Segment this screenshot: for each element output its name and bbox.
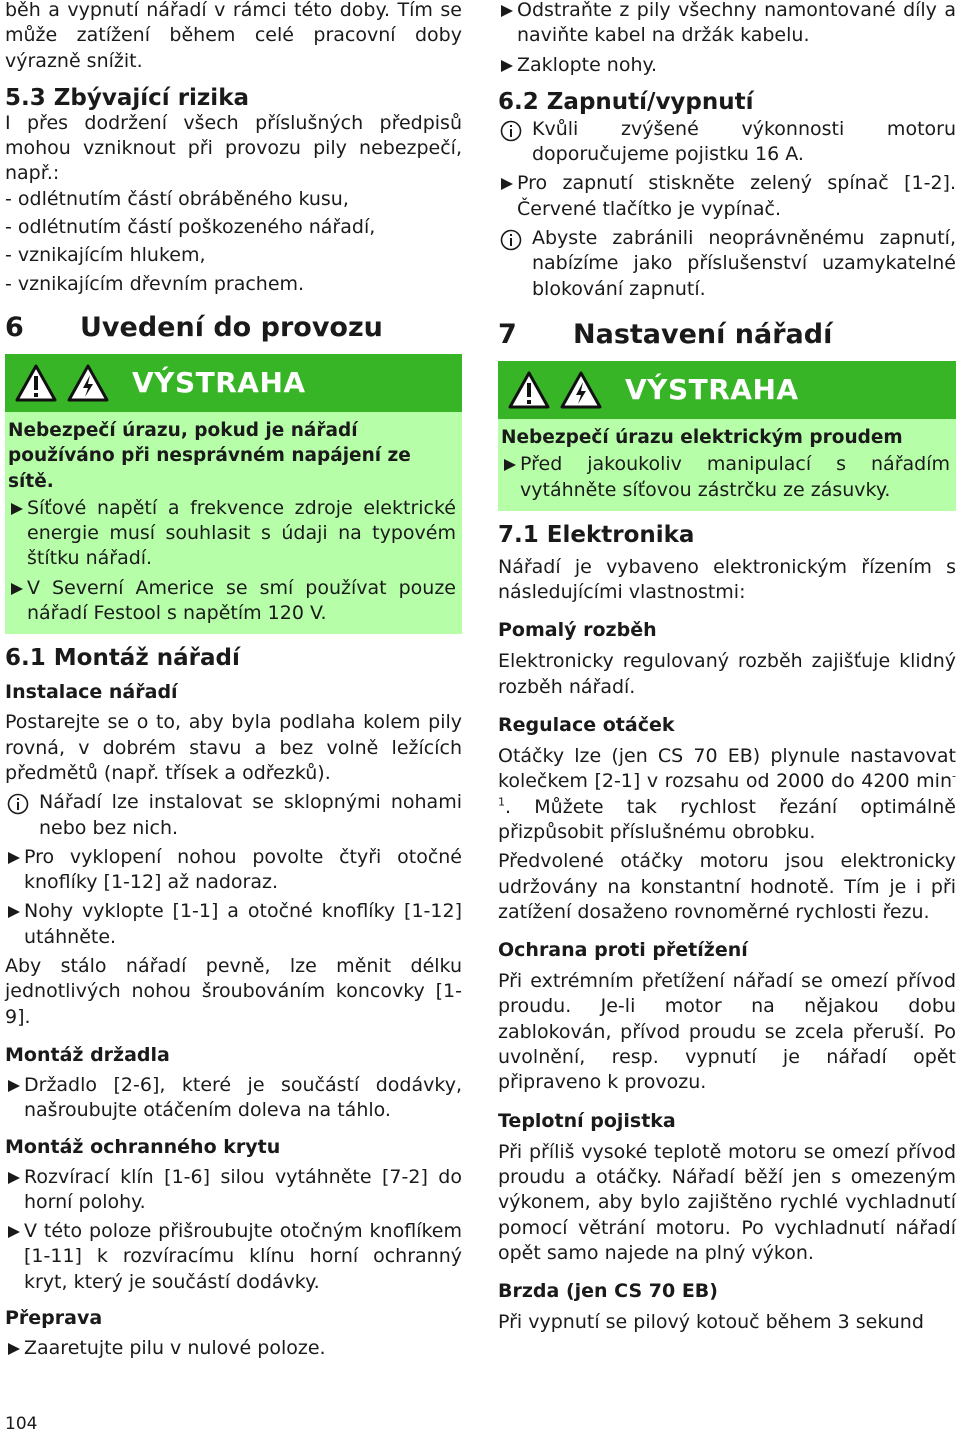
warning-body (498, 419, 956, 511)
bullet-arrow-icon (498, 53, 517, 78)
installation-paragraph-2: Aby stálo nářadí pevně, lze měnit délku jednotlivých nohou šroubováním koncovky [1-9]. (5, 955, 462, 1028)
list-item: Držadlo [2-6], které je součástí dodávky, našroubujte otáčením doleva na táhlo. (5, 1073, 462, 1124)
list-item: V Severní Americe se smí používat pouze nářadí Festool s napětím 120 V. (8, 576, 456, 627)
list-item: Nohy vyklopte [1-1] a otočné knoflíky [1-12] utáhněte. (5, 899, 462, 950)
section-7-number: 7 (498, 318, 517, 350)
speed-control-heading: Regulace otáček (498, 714, 675, 737)
speed-control-paragraph-2: Předvolené otáčky motoru jsou elektronicky udržovány na konstantní hodnotě. Tím je i při zatížení dosaženo rovnoměrné rychlosti řezu. (498, 850, 956, 923)
transport-heading: Přeprava (5, 1306, 103, 1329)
risk-item: - odlétnutím částí obráběného kusu, (5, 187, 349, 210)
info-note: Abyste zabránili neoprávněnému zapnutí, nabízíme jako příslušenství uzamykatelné blokování zapnutí. (498, 226, 956, 302)
list-item: V této poloze přišroubujte otočným knoflíkem [1-11] k rozvíracímu klínu horní ochranný kryt, který je součástí dodávky. (5, 1219, 462, 1295)
soft-start-paragraph: Elektronicky regulovaný rozběh zajišťuje klidný rozběh nářadí. (498, 650, 956, 698)
info-note: Nářadí lze instalovat se sklopnými nohami nebo bez nich. (5, 790, 462, 841)
section-6-heading (5, 311, 462, 345)
warning-box (498, 361, 956, 511)
electric-hazard-icon (66, 363, 110, 403)
speed-control-paragraph: Otáčky lze (jen CS 70 EB) plynule nastavovat kolečkem [2-1] v rozsahu od 2000 do 4200 $\min^{-1}$. Můžete tak rychlost řezání optimálně přizpůsobit příslušnému obrobku. (498, 745, 956, 843)
left-column (5, 0, 462, 1361)
bullet-arrow-icon (498, 171, 517, 222)
warning-header (5, 354, 462, 412)
list-item: Rozvírací klín [1-6] silou vytáhněte [7-2] do horní polohy. (5, 1165, 462, 1216)
risk-item: - vznikajícím dřevním prachem. (5, 272, 305, 295)
info-icon (7, 793, 29, 815)
risk-item: - odlétnutím částí poškozeného nářadí, (5, 216, 376, 239)
section-5-3-paragraph: I přes dodržení všech příslušných předpisů mohou vzniknout při provozu pily nebezpečí, např.: (5, 111, 462, 185)
list-item: Pro vyklopení nohou povolte čtyři otočné knoflíky [1-12] až nadoraz. (5, 845, 462, 896)
list-item: Zaaretujte pilu v nulové poloze. (5, 1336, 462, 1361)
warning-box (5, 354, 462, 634)
bullet-arrow-icon (5, 1219, 24, 1295)
overload-paragraph: Při extrémním přetížení nářadí se omezí přívod proudu. Je-li motor na nějakou dobu zablokován, přívod proudu se zcela přeruší. Po uvolnění, resp. vypnutí je nářadí opět připraveno k provozu. (498, 970, 956, 1094)
page-number: 104 (5, 1414, 38, 1434)
warning-title: VÝSTRAHA (625, 373, 799, 407)
overload-heading: Ochrana proti přetížení (498, 939, 748, 962)
warning-lead: Nebezpečí úrazu elektrickým proudem (501, 426, 903, 448)
thermal-fuse-heading: Teplotní pojistka (498, 1109, 676, 1132)
risk-item: - vznikajícím hlukem, (5, 244, 206, 267)
bullet-arrow-icon (5, 1336, 24, 1361)
list-item: Zaklopte nohy. (498, 53, 956, 78)
list-item: Síťové napětí a frekvence zdroje elektrické energie musí souhlasit s údaji na typovém štítku nářadí. (8, 496, 456, 572)
installation-heading: Instalace nářadí (5, 681, 178, 704)
section-7-title: Nastavení nářadí (573, 318, 833, 350)
list-item: Odstraňte z pily všechny namontované díly a naviňte kabel na držák kabelu. (498, 0, 956, 49)
list-item: Před jakoukoliv manipulací s nářadím vytáhněte síťovou zástrčku ze zásuvky. (501, 452, 950, 503)
warning-lead: Nebezpečí úrazu, pokud je nářadí používáno při nesprávném napájení ze sítě. (8, 419, 411, 492)
right-column (498, 0, 956, 1335)
section-6-title: Uvedení do provozu (80, 311, 383, 343)
section-7-heading (498, 318, 956, 352)
grip-heading: Montáž držadla (5, 1043, 170, 1066)
warning-body (5, 412, 462, 634)
electric-hazard-icon (559, 370, 603, 410)
section-6-1-heading: 6.1 Montáž nářadí (5, 645, 240, 672)
brake-paragraph: Při vypnutí se pilový kotouč během 3 sekund (498, 1311, 924, 1334)
warning-triangle-icon (507, 370, 551, 410)
soft-start-heading: Pomalý rozběh (498, 619, 657, 642)
bullet-arrow-icon (8, 576, 27, 627)
bullet-arrow-icon (501, 452, 520, 503)
section-5-3-heading: 5.3 Zbývající rizika (5, 84, 250, 111)
bullet-arrow-icon (5, 845, 24, 896)
info-icon (500, 229, 522, 251)
thermal-fuse-paragraph: Při příliš vysoké teplotě motoru se omezí přívod proudu a otáčky. Nářadí běží jen s omezeným výkonem, aby bylo zajištěno rychlé vychladnutí pomocí větrání motoru. Po vychladnutí nářadí opět samo najede na plný výkon. (498, 1140, 956, 1264)
section-7-1-paragraph: Nářadí je vybaveno elektronickým řízením s následujícími vlastnostmi: (498, 555, 956, 604)
warning-triangle-icon (14, 363, 58, 403)
bullet-arrow-icon (5, 1165, 24, 1216)
section-7-1-heading: 7.1 Elektronika (498, 521, 695, 548)
guard-heading: Montáž ochranného krytu (5, 1135, 281, 1158)
bullet-arrow-icon (5, 1073, 24, 1124)
section-6-number: 6 (5, 311, 24, 343)
section-6-2-heading: 6.2 Zapnutí/vypnutí (498, 88, 754, 115)
installation-paragraph: Postarejte se o to, aby byla podlaha kolem pily rovná, v dobrém stavu a bez volně ležících předmětů (např. třísek a odřezků). (5, 711, 462, 784)
list-item: Pro zapnutí stiskněte zelený spínač [1-2]. Červené tlačítko je vypínač. (498, 171, 956, 222)
info-icon (500, 120, 522, 142)
warning-header (498, 361, 956, 419)
intro-paragraph: běh a vypnutí nářadí v rámci této doby. Tím se může zatížení během celé pracovní doby výrazně snížit. (5, 0, 462, 72)
bullet-arrow-icon (8, 496, 27, 572)
brake-heading: Brzda (jen CS 70 EB) (498, 1280, 718, 1303)
info-note: Kvůli zvýšené výkonnosti motoru doporučujeme pojistku 16 A. (498, 117, 956, 168)
bullet-arrow-icon (498, 0, 517, 49)
warning-title: VÝSTRAHA (132, 366, 306, 400)
bullet-arrow-icon (5, 899, 24, 950)
